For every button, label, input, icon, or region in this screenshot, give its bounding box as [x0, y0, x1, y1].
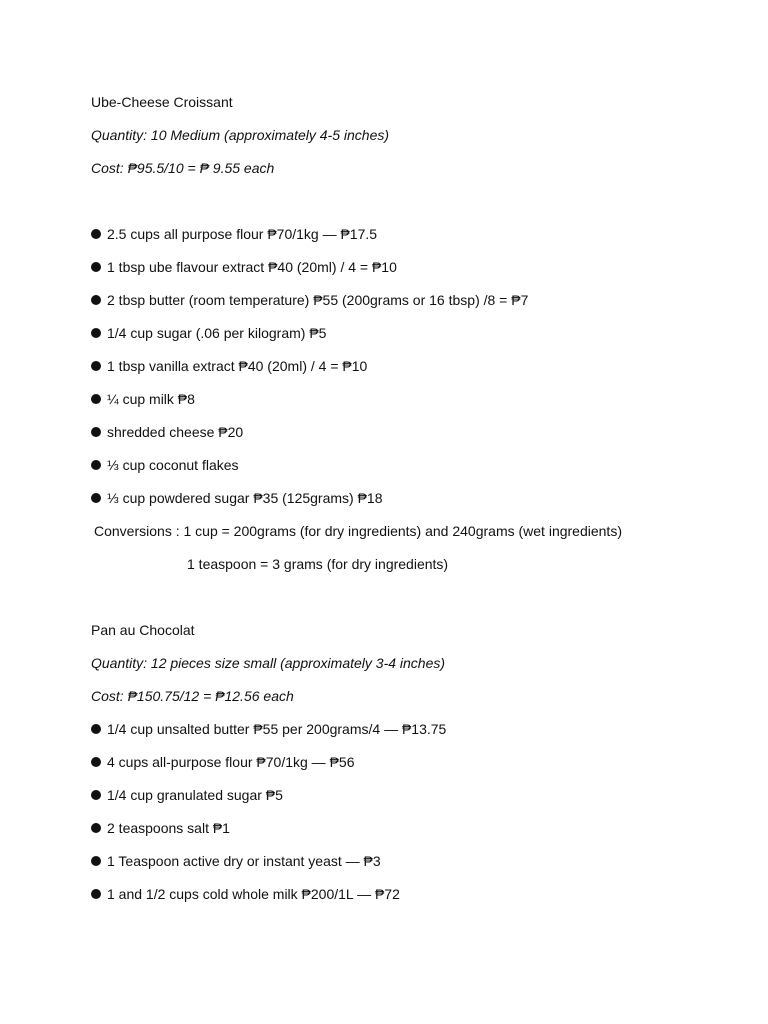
ingredient-text: 1 and 1/2 cups cold whole milk ₱200/1L — ₱72 [107, 886, 400, 902]
pan-title: Pan au Chocolat [91, 622, 195, 638]
ingredient-text: 1/4 cup sugar (.06 per kilogram) ₱5 [107, 325, 327, 341]
list-item [91, 422, 741, 455]
list-item [91, 488, 741, 521]
list-item [91, 851, 741, 884]
ingredient-text: ⅓ cup powdered sugar ₱35 (125grams) ₱18 [107, 490, 383, 506]
bullet-icon [91, 790, 101, 800]
list-item [91, 455, 741, 488]
ingredient-text: 1/4 cup unsalted butter ₱55 per 200grams/4 — ₱13.75 [107, 721, 447, 737]
bullet-icon [91, 295, 101, 305]
spacer [91, 191, 741, 224]
bullet-icon [91, 823, 101, 833]
ingredient-text: ¼ cup milk ₱8 [107, 391, 195, 407]
list-item [91, 323, 741, 356]
bullet-icon [91, 889, 101, 899]
list-item [91, 785, 741, 818]
bullet-icon [91, 757, 101, 767]
spacer [91, 587, 741, 620]
ingredient-text: shredded cheese ₱20 [107, 424, 244, 440]
bullet-icon [91, 856, 101, 866]
list-item [91, 752, 741, 785]
list-item [91, 719, 741, 752]
ingredient-text: 2.5 cups all purpose flour ₱70/1kg — ₱17.5 [107, 226, 378, 242]
document-page [91, 92, 741, 917]
ingredient-text: ⅓ cup coconut flakes [107, 457, 239, 473]
bullet-icon [91, 460, 101, 470]
list-item [91, 818, 741, 851]
bullet-icon [91, 427, 101, 437]
list-item [91, 356, 741, 389]
ingredient-text: 2 teaspoons salt ₱1 [107, 820, 230, 836]
bullet-icon [91, 394, 101, 404]
croissant-title: Ube-Cheese Croissant [91, 94, 233, 110]
croissant-quantity: Quantity: 10 Medium (approximately 4-5 inches) [91, 127, 390, 143]
list-item [91, 290, 741, 323]
croissant-cost: Cost: ₱95.5/10 = ₱ 9.55 each [91, 160, 275, 176]
bullet-icon [91, 361, 101, 371]
ingredient-text: 1 tbsp ube flavour extract ₱40 (20ml) / 4 = ₱10 [107, 259, 397, 275]
ingredient-text: 1 Teaspoon active dry or instant yeast — ₱3 [107, 853, 381, 869]
pan-cost: Cost: ₱150.75/12 = ₱12.56 each [91, 688, 294, 704]
bullet-icon [91, 229, 101, 239]
bullet-icon [91, 493, 101, 503]
conversions-line-2: 1 teaspoon = 3 grams (for dry ingredients) [187, 556, 449, 572]
list-item [91, 884, 741, 917]
ingredient-text: 1 tbsp vanilla extract ₱40 (20ml) / 4 = ₱10 [107, 358, 368, 374]
conversions-line: Conversions : 1 cup = 200grams (for dry ingredients) and 240grams (wet ingredients) [94, 523, 622, 539]
ingredient-text: 2 tbsp butter (room temperature) ₱55 (200grams or 16 tbsp) /8 = ₱7 [107, 292, 529, 308]
pan-quantity: Quantity: 12 pieces size small (approximately 3-4 inches) [91, 655, 446, 671]
ingredient-text: 1/4 cup granulated sugar ₱5 [107, 787, 283, 803]
list-item [91, 224, 741, 257]
ingredient-text: 4 cups all-purpose flour ₱70/1kg — ₱56 [107, 754, 355, 770]
bullet-icon [91, 328, 101, 338]
bullet-icon [91, 724, 101, 734]
list-item [91, 389, 741, 422]
bullet-icon [91, 262, 101, 272]
list-item [91, 257, 741, 290]
